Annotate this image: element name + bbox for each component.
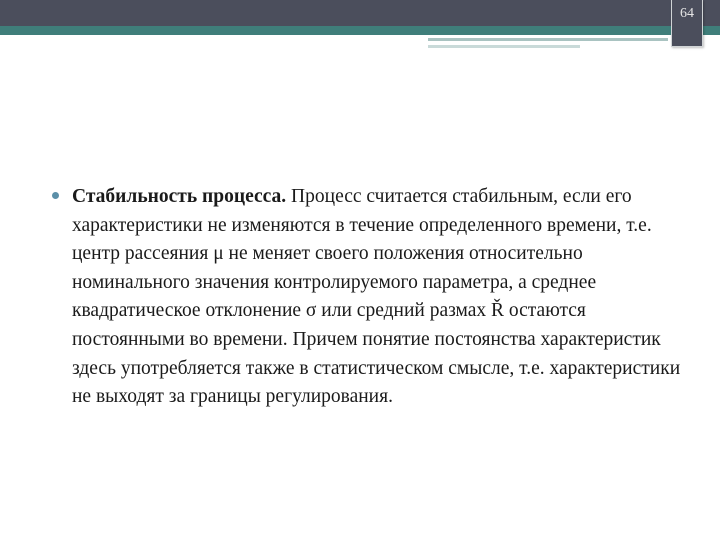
- bullet-text: [72, 183, 692, 412]
- bullet-item: [52, 183, 692, 412]
- page-number: 64: [680, 6, 694, 21]
- accent-line: [428, 38, 668, 41]
- accent-line-short: [428, 45, 580, 48]
- page-number-tab: [671, 0, 703, 47]
- bullet-icon: [52, 192, 59, 199]
- header-bar: [0, 0, 720, 26]
- bullet-body: Процесс считается стабильным, если его характеристики не изменяются в течение определенного времени, т.е. центр рассеяния μ не меняет своего положения относительно номинального значения контролируемого параметра, а среднее квадратическое отклонение σ или средний размах Ř остаются постоянными во времени. Причем понятие постоянства характеристик здесь употребляется также в статистическом смысле, т.е. характеристики не выходят за границы регулирования.: [72, 186, 681, 408]
- header-stripe: [0, 26, 720, 35]
- bullet-heading: Стабильность процесса.: [72, 186, 287, 207]
